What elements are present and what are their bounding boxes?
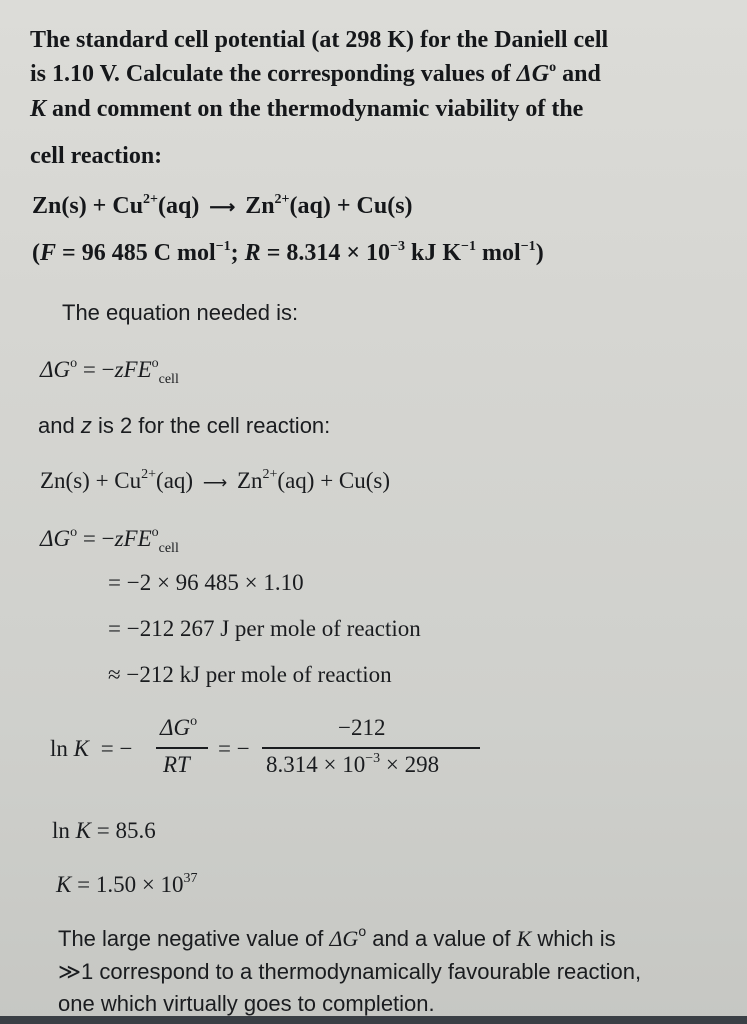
solution-reaction-equation: $Zn(s) + Cu^{2+}(aq)$ ⟶ $Zn^{2+}(aq) + Cu(s)$ [40, 467, 391, 493]
comment-line-1: The large negative value of $\Delta G^o$ and a value of K which is [58, 923, 616, 951]
page-bottom-edge [0, 1016, 747, 1024]
fraction-1-bar [156, 747, 208, 749]
ln-k-result: ln K = 85.6 [52, 818, 156, 843]
ln-k-second-equals: = − [218, 736, 250, 761]
question-line-4: cell reaction: [30, 143, 163, 169]
calc-step-3: ≈ −212 kJ per mole of reaction [108, 662, 392, 687]
reaction-arrow-icon: ⟶ [202, 473, 228, 492]
calc-step-1: = −2 × 96 485 × 1.10 [108, 570, 304, 595]
comment-line-2: ≫1 correspond to a thermodynamically favourable reaction, [58, 959, 642, 984]
fraction-2-bar [262, 747, 480, 749]
z-statement: and z is 2 for the cell reaction: [38, 413, 331, 438]
reaction-arrow-icon: ⟶ [209, 197, 236, 217]
calc-step-2: = −212 267 J per mole of reaction [108, 616, 421, 641]
question-line-3: K and comment on the thermodynamic viability of the [30, 96, 584, 122]
comment-line-3: one which virtually goes to completion. [58, 991, 435, 1016]
much-greater-than-icon: ≫ [58, 959, 82, 984]
fraction-1-numerator: $\Delta G^o$ [160, 714, 198, 740]
gibbs-equation-1: $\Delta G^o = -zFE^o_{cell}$ [40, 356, 179, 387]
fraction-2-denominator: $8.314 \times 10^{-3} \times 298$ [266, 751, 440, 777]
solution-intro: The equation needed is: [62, 300, 299, 325]
question-reaction-equation: $Zn(s) + Cu^{2+}(aq)$ ⟶ $Zn^{2+}(aq) + Cu(s)$ [32, 192, 413, 219]
bleed-through-text [0, 0, 747, 30]
question-line-1: The standard cell potential (at 298 K) for the Daniell cell [30, 27, 609, 53]
gibbs-equation-2: $\Delta G^o = -zFE^o_{cell}$ [40, 525, 179, 556]
k-result: $K = 1.50 \times 10^{37}$ [56, 871, 198, 897]
question-constants: (F = 96 485 C mol$^{-1}$; $R = 8.314 \times 10^{-3}$ kJ $K^{-1}$ mol$^{-1}$) [32, 239, 544, 266]
question-line-2: is 1.10 V. Calculate the corresponding values of $\Delta G^o$ and [30, 60, 601, 87]
ln-k-lhs: ln K = − [50, 736, 133, 761]
fraction-2-numerator: −212 [338, 715, 386, 740]
fraction-1-denominator: RT [163, 752, 190, 777]
